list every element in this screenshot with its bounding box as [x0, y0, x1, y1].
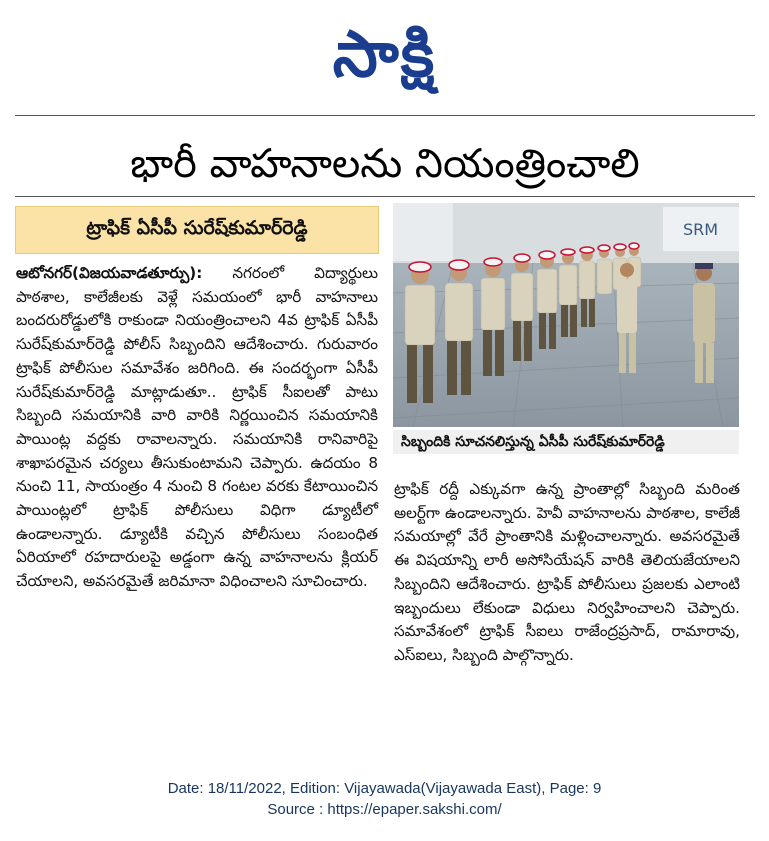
masthead-divider	[15, 115, 755, 116]
article-subheadline	[15, 206, 379, 254]
left-column-text: నగరంలో విద్యార్థులు పాఠశాల, కాలేజీలకు వెళ్లే సమయంలో భారీ వాహనాలు బందరురోడ్డులోకి రాకుండా నియంత్రించాలని 4వ ట్రాఫిక్ ఏసీపీ సురేష్‌కుమార్‌రెడ్డి పోలీస్ సిబ్బందిని ఆదేశించారు. గురువారం ట్రాఫిక్ పోలీసుల సమావేశం జరిగింది. ఈ సందర్భంగా ఏసీపీ సురేష్‌కుమార్‌రెడ్డి మాట్లాడుతూ.. ట్రాఫిక్ సీఐలతో పాటు సిబ్బంది సమయానికి వారి వారికి నిర్ణయించిన సమయానికి పాయింట్ల వద్దకు రావాలన్నారు. సమయానికి రానివారిపై శాఖాపరమైన చర్యలు తీసుకుంటామని చెప్పారు. ఉదయం 8 నుంచి 11, సాయంత్రం 4 నుంచి 8 గంటల వరకు కేటాయించిన పాయింట్లలో ట్రాఫిక్ పోలీసులు విధిగా డ్యూటీలో ఉండాలన్నారు. డ్యూటీకి వచ్చిన పోలీసులు సంబంధిత ఏరియాలో రహదారులపై అడ్డంగా ఉన్న వాహనాలను క్లియర్ చేయాలని, అవసరమైతే జరిమానా విధించాలని సూచించారు.	[16, 264, 379, 591]
subheadline-text: ట్రాఫిక్ ఏసీపీ సురేష్‌కుమార్‌రెడ్డి	[86, 216, 308, 239]
edition-info: Date: 18/11/2022, Edition: Vijayawada(Vijayawada East), Page: 9	[167, 780, 602, 797]
edition-footer	[0, 778, 769, 820]
right-column-text: ట్రాఫిక్ రద్దీ ఎక్కువగా ఉన్న ప్రాంతాల్లో సిబ్బంది మరింత అలర్ట్‌గా ఉండాలన్నారు. హెవీ వాహనాలను పాఠశాల, కాలేజీ సమయాల్లో వేరే ప్రాంతానికి మళ్లించాలన్నారు. అవసరమైతే ఈ విషయాన్ని లారీ అసోసియేషన్ వారికి తెలియజేయాలని సిబ్బందిని ఆదేశించారు. ట్రాఫిక్ పోలీసులు ప్రజలకు ఎలాంటి ఇబ్బందులు లేకుండా విధులు నిర్వహించాలని చెప్పారు. సమావేశంలో ట్రాఫిక్ సీఐలు రాజేంద్రప్రసాద్, రామారావు, ఎస్ఐలు, సిబ్బంది పాల్గొన్నారు.	[394, 480, 740, 664]
dateline: ఆటోనగర్(విజయవాడతూర్పు):	[16, 264, 203, 282]
source-info: Source : https://epaper.sakshi.com/	[267, 801, 502, 818]
photo-caption: సిబ్బందికి సూచనలిస్తున్న ఏసీపీ సురేష్‌కుమార్‌రెడ్డి	[393, 430, 739, 454]
article-body-left	[16, 262, 378, 594]
article-photo	[393, 203, 739, 427]
left-paragraph	[16, 262, 378, 594]
canopy	[393, 203, 453, 261]
article-headline: భారీ వాహనాలను నియంత్రించాలి	[130, 141, 640, 187]
police-meeting-photo	[393, 203, 739, 427]
headline-divider	[15, 196, 755, 197]
article-body-right	[394, 478, 740, 668]
sakshi-logo: సాక్షి	[332, 18, 437, 92]
srm-sign-text: SRM	[683, 220, 719, 239]
